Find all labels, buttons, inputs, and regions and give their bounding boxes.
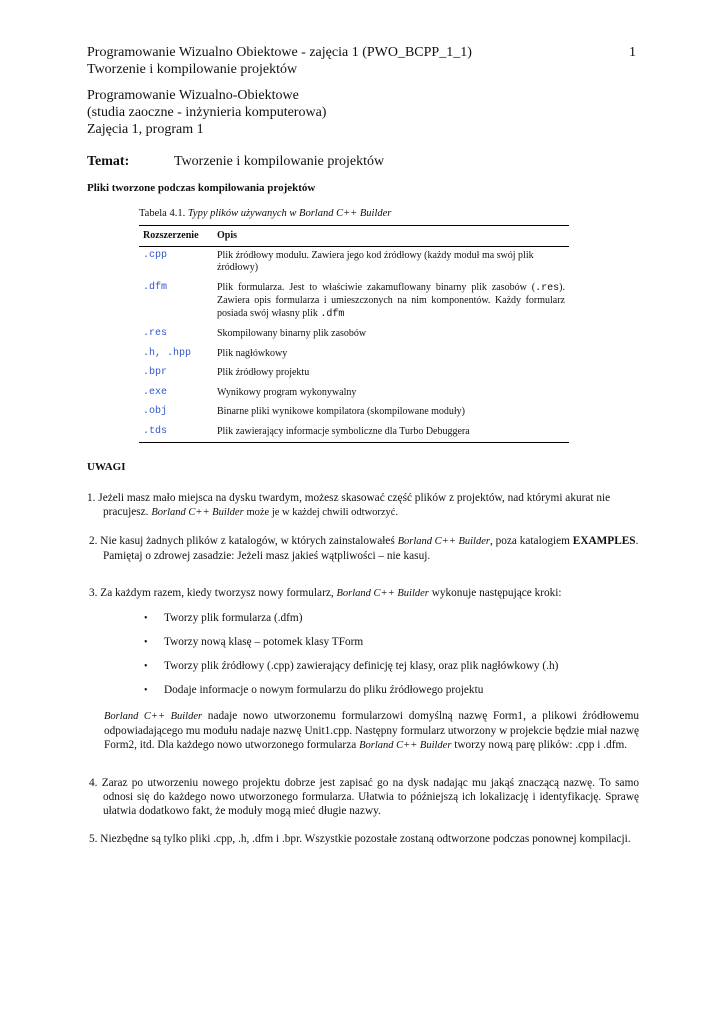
note-paragraph: [104, 709, 639, 753]
table-caption-title: Typy plików używanych w Borland C++ Builder: [187, 208, 392, 219]
bullet-text: Tworzy plik źródłowy (.cpp) zawierający definicję tej klasy, oraz plik nagłówkowy (.h): [164, 660, 559, 672]
bullet-item: [144, 611, 303, 626]
extension-cell: .obj: [143, 406, 168, 417]
table-caption-prefix: Tabela 4.1.: [139, 208, 186, 219]
description-cell: Binarne pliki wynikowe kompilatora (skompilowane moduły): [217, 406, 466, 417]
examples-folder: EXAMPLES: [572, 535, 636, 547]
description-cell: Wynikowy program wykonywalny: [217, 386, 357, 398]
product-name: Borland C++ Builder: [104, 711, 203, 722]
description-text: ). Zawiera opis formularza i umieszczonych na nim komponentów. Każdy formularz posiada swój własny plik: [217, 281, 565, 319]
note-item-5: 5. Niezbędne są tylko pliki .cpp, .h, .dfm i .bpr. Wszystkie pozostałe zostaną odtworzone podczas ponownej kompilacji.: [89, 833, 631, 845]
description-cell: [213, 279, 569, 326]
extension-cell: .cpp: [143, 249, 168, 261]
note-item-1-tail: może je w każdej chwili odtworzyć.: [246, 507, 399, 518]
notes-heading: UWAGI: [87, 461, 126, 473]
column-header-extension: Rozszerzenie: [139, 226, 213, 247]
note-paragraph-tail: tworzy nową parę plików: .cpp i .dfm.: [451, 739, 628, 751]
topic-text: Tworzenie i kompilowanie projektów: [174, 154, 385, 169]
bullet-icon: •: [144, 685, 148, 696]
section-heading: Pliki tworzone podczas kompilowania projektów: [87, 182, 316, 194]
extension-cell: .bpr: [143, 367, 168, 378]
table-row: [139, 279, 569, 326]
table-row: [139, 345, 569, 365]
header-subtitle: Tworzenie i kompilowanie projektów: [87, 62, 298, 77]
description-cell: Skompilowany binarny plik zasobów: [217, 328, 367, 339]
table-row: [139, 325, 569, 345]
table-row: [139, 423, 569, 443]
note-item-3-text: 3. Za każdym razem, kiedy tworzysz nowy formularz,: [89, 587, 334, 599]
inline-code: .res: [535, 282, 560, 294]
intro-course: Programowanie Wizualno-Obiektowe: [87, 88, 299, 103]
bullet-text: Dodaje informacje o nowym formularzu do pliku źródłowego projektu: [164, 684, 484, 696]
note-item-4: 4. Zaraz po utworzeniu nowego projektu dobrze jest zapisać go na dysk nadając mu jakąś znaczącą nazwę. To samo odnosi się do każdego nowo utworzonego formularza. Ułatwia to późniejszą ich lokalizację i identyfikację. Sprawę ułatwia dodatkowo fakt, że moduły mogą mieć długie nazwy.: [89, 777, 639, 817]
product-name: Borland C++ Builder: [359, 740, 452, 751]
table-header-row: [139, 226, 569, 247]
table-row: [139, 246, 569, 279]
bullet-item: [144, 683, 483, 698]
bullet-text: Tworzy nową klasę – potomek klasy TForm: [164, 636, 364, 648]
extension-cell: .res: [143, 328, 168, 339]
note-item-2-mid: , poza katalogiem: [489, 535, 570, 547]
note-item-2-text: 2. Nie kasuj żadnych plików z katalogów, w których zainstalowałeś: [89, 535, 395, 547]
note-paragraph-text: nadaje nowo utworzonemu formularzowi domyślną nazwę Form1, a plikowi źródłowemu odpowiadającego mu modułu nadaje nazwę Unit1.cpp. Następny formularz utworzony w projekcie będzie miał nazwę Form2, itd. Dla każdego nowo utworzonego formularza: [104, 710, 639, 751]
description-cell: Plik nagłówkowy: [217, 347, 288, 359]
bullet-item: [144, 659, 558, 674]
table-row: [139, 403, 569, 423]
page-number: 1: [629, 45, 636, 60]
column-header-description: Opis: [213, 226, 569, 247]
bullet-icon: •: [144, 613, 148, 624]
intro-class: Zajęcia 1, program 1: [87, 122, 204, 137]
table-row: [139, 364, 569, 384]
header-title: Programowanie Wizualno Obiektowe - zajęcia 1 (PWO_BCPP_1_1): [87, 45, 472, 60]
bullet-icon: •: [144, 661, 148, 672]
description-cell: Plik zawierający informacje symboliczne dla Turbo Debuggera: [213, 423, 569, 443]
bullet-item: [144, 635, 363, 650]
inline-code: .dfm: [320, 308, 345, 320]
description-cell: Plik źródłowy modułu. Zawiera jego kod źródłowy (każdy moduł ma swój plik źródłowy): [217, 249, 534, 273]
note-item-2-tail: . Pamiętaj o zdrowej zasadzie: Jeżeli masz jakieś wątpliwości – nie kasuj.: [103, 535, 639, 562]
note-item-3: [89, 586, 639, 601]
bullet-icon: •: [144, 637, 148, 648]
note-item-1-text: 1. Jeżeli masz mało miejsca na dysku twardym, możesz skasować część plików z projektów, nad którymi akurat nie pracujesz.: [87, 492, 611, 518]
note-item-1: [87, 491, 639, 520]
product-name: Borland C++ Builder: [151, 507, 244, 518]
product-name: Borland C++ Builder: [336, 588, 429, 599]
intro-studies: (studia zaoczne - inżynieria komputerowa): [87, 105, 327, 120]
description-text: Plik formularza. Jest to właściwie zakamuflowany binarny plik zasobów (: [217, 281, 536, 293]
file-types-table: [139, 225, 569, 443]
table-caption: [139, 208, 391, 219]
product-name: Borland C++ Builder: [397, 536, 490, 547]
extension-cell: .h, .hpp: [143, 347, 192, 359]
note-item-2: [89, 534, 639, 563]
table-row: [139, 384, 569, 404]
bullet-text: Tworzy plik formularza (.dfm): [164, 612, 303, 624]
note-item-3-tail: wykonuje następujące kroki:: [431, 587, 562, 599]
extension-cell: .tds: [139, 423, 213, 443]
description-cell: Plik źródłowy projektu: [217, 367, 310, 378]
extension-cell: .dfm: [143, 281, 168, 293]
topic-label: Temat:: [87, 154, 130, 169]
extension-cell: .exe: [143, 386, 168, 398]
